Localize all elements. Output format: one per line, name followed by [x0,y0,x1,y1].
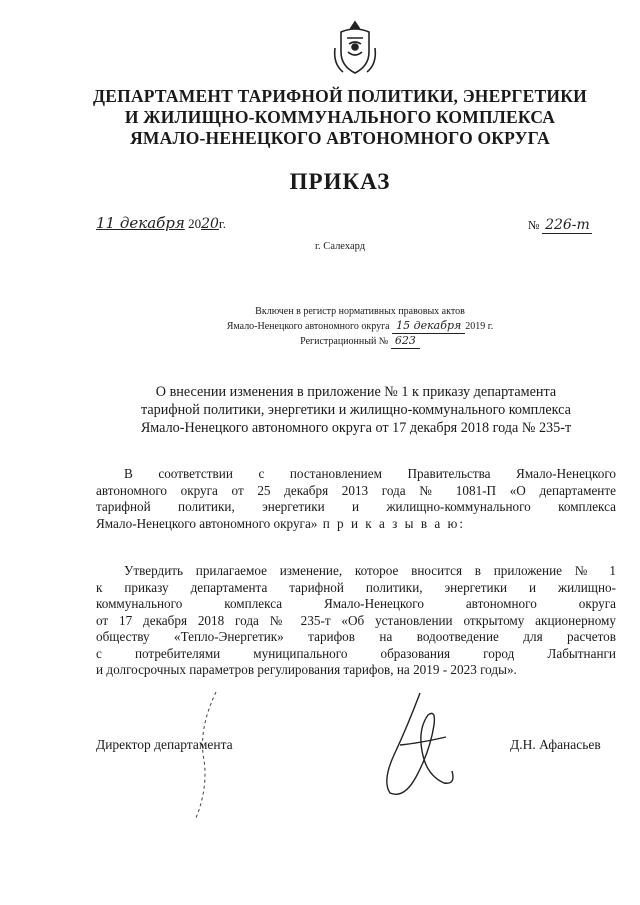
paragraph-line: автономного округа от 25 декабря 2013 года № 1081-П «О департаменте [96,482,616,498]
signature-icon [360,685,480,805]
year-prefix: 20 [188,216,202,231]
order-keyword: п р и к а з ы в а ю: [317,515,466,531]
department-line: ДЕПАРТАМЕНТ ТАРИФНОЙ ПОЛИТИКИ, ЭНЕРГЕТИКИ [93,86,587,106]
registration-line [170,319,550,334]
paragraph-line: от 17 декабря 2018 года № 235-т «Об установлении открытому акционерному [96,612,616,628]
order-date [96,214,226,232]
paragraph-line: и долгосрочных параметров регулирования тарифов, на 2019 - 2023 годы». [96,662,517,677]
paragraph-text: Ямало-Ненецкого автономного округа» [96,515,318,531]
registration-text: Регистрационный № [300,336,389,347]
pen-stroke-icon [176,690,236,820]
subject-line: О внесении изменения в приложение № 1 к приказу департамента [155,384,557,400]
department-line: И ЖИЛИЩНО-КОММУНАЛЬНОГО КОМПЛЕКСА [124,107,556,127]
number-label: № [528,218,540,232]
number-handwritten: 226-т [542,217,592,234]
city: г. Салехард [314,241,366,252]
paragraph-line: В соответствии с постановлением Правительства Ямало-Ненецкого [124,466,616,481]
registration-stamp [170,305,550,349]
department-line: ЯМАЛО-НЕНЕЦКОГО АВТОНОМНОГО ОКРУГА [130,128,550,148]
registration-text: Ямало-Ненецкого автономного округа [226,321,390,332]
registration-year: 2019 г. [465,321,494,332]
paragraph-line: обществу «Тепло-Энергетик» тарифов на водоотведение для расчетов [96,629,616,644]
paragraph-line: с потребителями муниципального образования город Лабытнанги [96,645,616,661]
document-type: ПРИКАЗ [289,169,391,194]
signatory-name: Д.Н. Афанасьев [510,737,601,752]
preamble-paragraph [96,466,616,532]
order-paragraph [96,563,616,679]
paragraph-line [96,516,616,533]
subject-line: Ямало-Ненецкого автономного округа от 17 декабря 2018 года № 235-т [140,420,572,436]
registration-date-handwritten: 15 декабря [392,319,465,334]
order-subject [96,383,616,437]
paragraph-line: коммунального комплекса Ямало-Ненецкого автономного округа [96,596,616,611]
paragraph-line: к приказу департамента тарифной политики, энергетики и жилищно- [96,579,616,595]
order-number [528,217,592,234]
department-name [60,86,620,149]
year-suffix: г. [218,216,227,231]
paragraph-line: тарифной политики, энергетики и жилищно-коммунального комплекса [96,499,616,514]
year-handwritten: 20 [201,216,219,232]
coat-of-arms-icon [331,18,379,78]
subject-line: тарифной политики, энергетики и жилищно-коммунального комплекса [141,402,571,418]
paragraph-line: Утвердить прилагаемое изменение, которое вносится в приложение № 1 [124,563,616,578]
signatory-position: Директор департамента [96,737,233,752]
date-handwritten: 11 декабря [96,214,185,232]
registration-line [170,334,550,349]
registration-number-handwritten: 623 [391,334,420,349]
registration-line: Включен в регистр нормативных правовых актов [255,306,465,317]
